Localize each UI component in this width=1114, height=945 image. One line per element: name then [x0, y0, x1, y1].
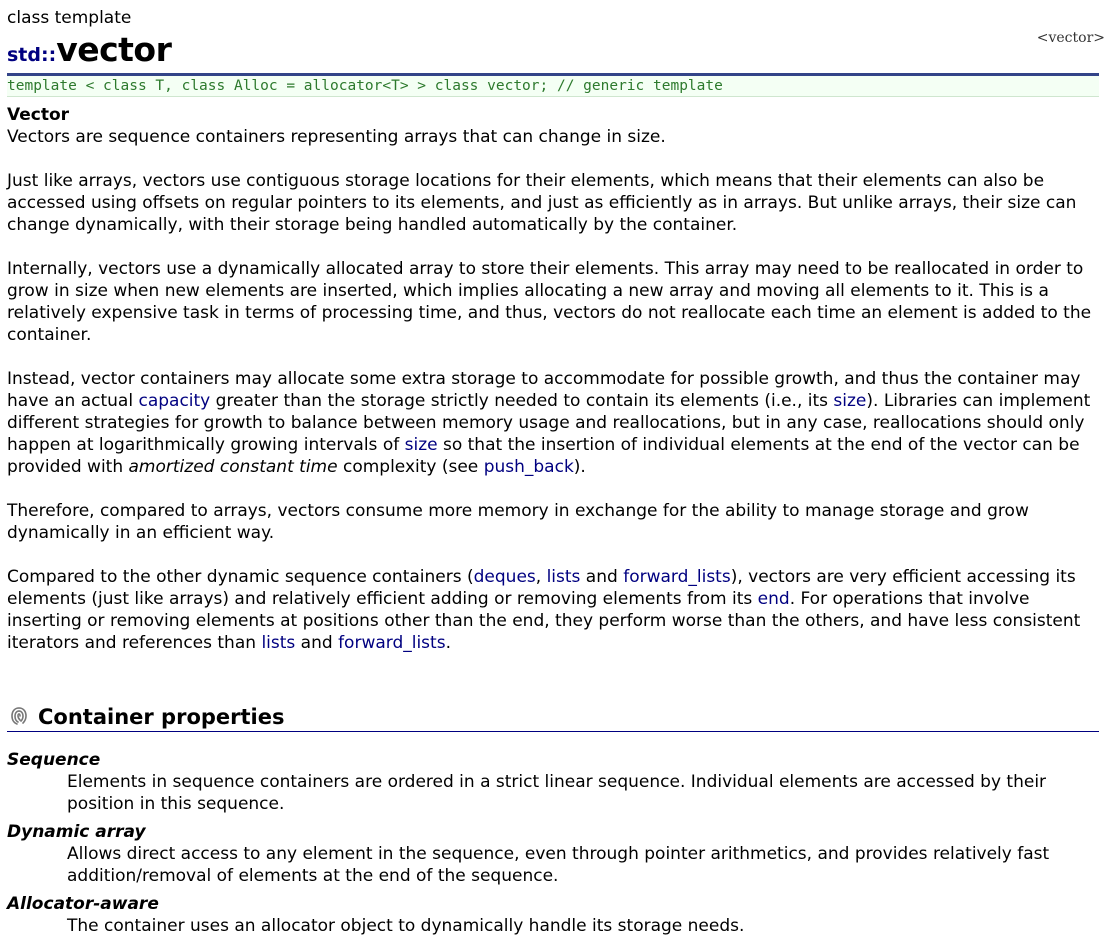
emphasis-text: amortized constant time: [128, 457, 338, 477]
forward-lists-link[interactable]: forward_lists: [623, 567, 731, 587]
section-heading: Container properties: [38, 705, 285, 729]
description-heading: Vector: [7, 105, 70, 125]
text-run: ), vectors are very efficient accessing its elements (just like arrays) and relatively efficient adding or removing elements from its: [7, 567, 1076, 609]
text-run: greater than the storage strictly needed to contain its elements (i.e., its: [210, 391, 834, 411]
paragraph-5: Therefore, compared to arrays, vectors consume more memory in exchange for the ability to manage storage and grow dynamically in an efficient way.: [7, 501, 1029, 543]
text-run: ,: [535, 567, 547, 587]
section-container-properties: [7, 703, 1099, 732]
property-description: Elements in sequence containers are ordered in a strict linear sequence. Individual elements are accessed by their position in this sequence.: [67, 772, 1047, 814]
size-link[interactable]: size: [833, 391, 867, 411]
capacity-link[interactable]: capacity: [138, 391, 211, 411]
paragraph-6: [7, 566, 1099, 654]
size-link[interactable]: size: [404, 435, 438, 455]
paragraph-3: Internally, vectors use a dynamically allocated array to store their elements. This array may need to be reallocated in order to grow in size when new elements are inserted, which implies allocating a new array and moving all elements to it. This is a relatively expensive task in terms of processing time, and thus, vectors do not reallocate each time an element is added to the container.: [7, 259, 1092, 345]
title-name: vector: [56, 30, 172, 69]
end-link[interactable]: end: [757, 589, 790, 609]
text-run: so that the insertion of individual elements at the end of the vector can be provided with: [7, 435, 1080, 477]
deques-link[interactable]: deques: [473, 567, 536, 587]
property-name: Sequence: [7, 750, 101, 770]
text-run: . For operations that involve inserting or removing elements at positions other than the end, they perform worse than the others, and have less consistent iterators and references than: [7, 589, 1081, 653]
text-run: Compared to the other dynamic sequence containers (: [7, 567, 474, 587]
text-run: ).: [573, 457, 586, 477]
entity-kind: class template: [7, 8, 132, 28]
header-file-link[interactable]: <vector>: [1036, 30, 1105, 46]
paragraph-2: Just like arrays, vectors use contiguous storage locations for their elements, which means that their elements can also be accessed using offsets on regular pointers to its elements, and just as efficiently as in arrays. But unlike arrays, their size can change dynamically, with their storage being handled automatically by the container.: [7, 171, 1077, 235]
property-description: Allows direct access to any element in the sequence, even through pointer arithmetics, and provides relatively fast addition/removal of elements at the end of the sequence.: [67, 844, 1050, 886]
forward-lists-link[interactable]: forward_lists: [338, 633, 446, 653]
property-name: Dynamic array: [7, 822, 146, 842]
text-run: complexity (see: [337, 457, 484, 477]
lists-link[interactable]: lists: [261, 633, 296, 653]
fingerprint-icon: [8, 705, 30, 727]
title-namespace: std::: [7, 44, 57, 66]
paragraph-1: Vectors are sequence containers representing arrays that can change in size.: [7, 127, 666, 147]
description: [7, 104, 1099, 676]
text-run: Instead, vector containers may allocate some extra storage to accommodate for possible growth, and thus the container may have an actual: [7, 369, 1081, 411]
paragraph-4: [7, 368, 1099, 478]
text-run: and: [580, 567, 624, 587]
push-back-link[interactable]: push_back: [483, 457, 574, 477]
text-run: ). Libraries can implement different strategies for growth to balance between memory usage and reallocations, but in any case, reallocations should only happen at logarithmically growing intervals of: [7, 391, 1091, 455]
declaration-code: template < class T, class Alloc = allocator<T> > class vector; // generic template: [7, 76, 1099, 97]
lists-link[interactable]: lists: [546, 567, 581, 587]
property-description: The container uses an allocator object to dynamically handle its storage needs.: [67, 916, 745, 936]
page-title: [7, 30, 171, 76]
properties-list: [7, 748, 1099, 943]
text-run: and: [295, 633, 339, 653]
text-run: .: [445, 633, 451, 653]
property-name: Allocator-aware: [7, 894, 159, 914]
